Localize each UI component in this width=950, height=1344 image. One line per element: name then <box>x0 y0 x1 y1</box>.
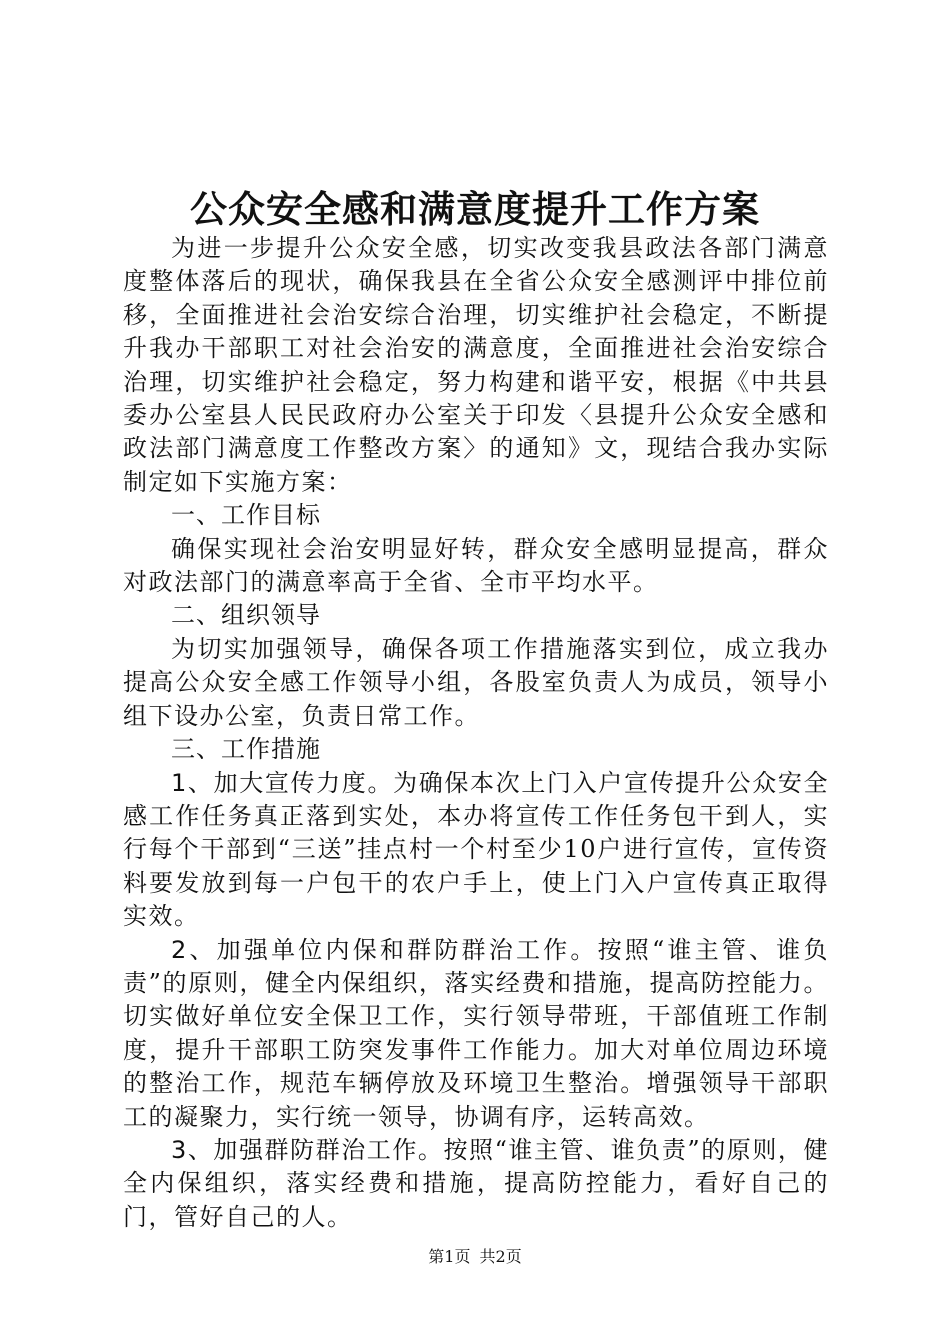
measure-item-1 <box>123 767 829 934</box>
measure-item-3-text: 按照“谁主管、谁负责”的原则，健全内保组织，落实经费和措施，提高防控能力，看好自己的门，管好自己的人。 <box>123 1135 829 1231</box>
section-heading-goals: 一、工作目标 <box>171 501 321 530</box>
measure-item-1-text: 为确保本次上门入户宣传提升公众安全感工作任务真正落到实处，本办将宣传工作任务包干到人，实行每个干部到“三送”挂点村一个村至少10户进行宣传，宣传资料要发放到每一户包干的农户手上，使上门入户宣传真正取得实效。 <box>123 768 829 931</box>
intro-paragraph: 为进一步提升公众安全感，切实改变我县政法各部门满意度整体落后的现状，确保我县在全省公众安全感测评中排位前移，全面推进社会治安综合治理，切实维护社会稳定，不断提升我办干部职工对社会治安的满意度，全面推进社会治安综合治理，切实维护社会稳定，努力构建和谐平安，根据《中共县委办公室县人民民政府办公室关于印发〈县提升公众安全感和政法部门满意度工作整改方案〉的通知》文，现结合我办实际制定如下实施方案： <box>123 234 829 496</box>
measure-item-2 <box>123 934 829 1134</box>
document-body <box>123 232 829 1234</box>
section-text-organization: 为切实加强领导，确保各项工作措施落实到位，成立我办提高公众安全感工作领导小组，各股室负责人为成员，领导小组下设办公室，负责日常工作。 <box>123 634 829 730</box>
measure-item-3-lead: 3、加强群防群治工作。 <box>171 1135 444 1164</box>
measure-item-2-text: 按照“谁主管、谁负责”的原则，健全内保组织，落实经费和措施，提高防控能力。切实做好单位安全保卫工作，实行领导带班，干部值班工作制度，提升干部职工防突发事件工作能力。加大对单位周边环境的整治工作，规范车辆停放及环境卫生整治。增强领导干部职工的凝聚力，实行统一领导，协调有序，运转高效。 <box>123 935 829 1131</box>
section-heading-measures: 三、工作措施 <box>171 735 321 764</box>
measure-item-3 <box>123 1134 829 1234</box>
document-title: 公众安全感和满意度提升工作方案 <box>190 187 760 231</box>
section-text-goals: 确保实现社会治安明显好转，群众安全感明显提高，群众对政法部门的满意率高于全省、全市平均水平。 <box>123 534 829 597</box>
section-heading-organization: 二、组织领导 <box>171 601 321 630</box>
measure-item-1-lead: 1、加大宣传力度。 <box>171 768 394 797</box>
page-footer: 第1页 共2页 <box>428 1247 522 1266</box>
measure-item-2-lead: 2、加强单位内保和群防群治工作。 <box>171 935 598 964</box>
